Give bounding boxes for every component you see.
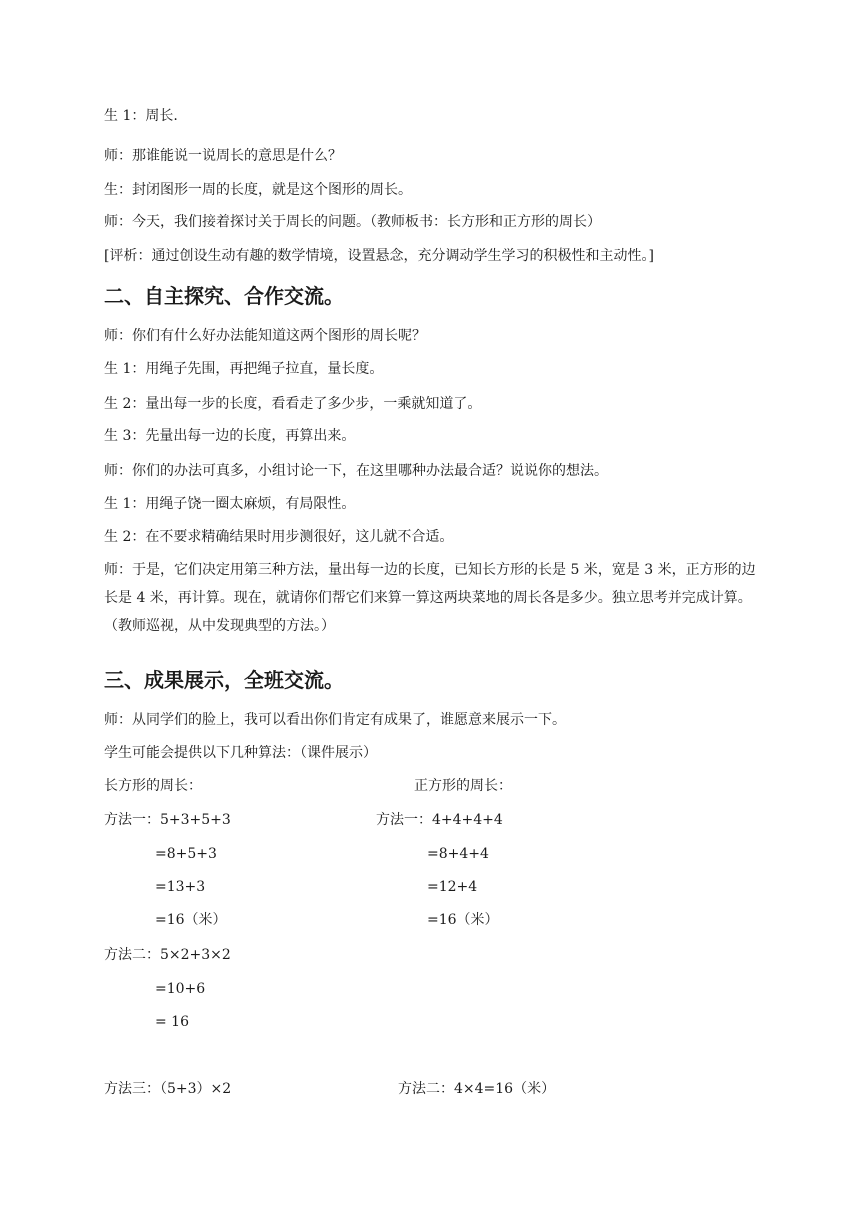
- square-method-1-step-1: =8+4+4: [427, 846, 489, 862]
- intro-line-3: 生：封闭图形一周的长度，就是这个图形的周长。: [104, 182, 412, 198]
- section-2-heading: 二、自主探究、合作交流。: [104, 284, 344, 308]
- section-2-line-1: 师：你们有什么好办法能知道这两个图形的周长呢？: [104, 328, 426, 344]
- rectangle-method-2-step-1: =10+6: [155, 981, 206, 997]
- square-method-1-step-2: =12+4: [427, 879, 478, 895]
- rectangle-method-1-step-3: =16（米）: [155, 912, 227, 928]
- section-2-line-3: 生 2：量出每一步的长度，看看走了多少步，一乘就知道了。: [104, 396, 482, 412]
- intro-line-1: 生 1：周长.: [104, 108, 178, 124]
- section-3-line-2: 学生可能会提供以下几种算法：（课件展示）: [104, 745, 377, 761]
- square-perimeter-title: 正方形的周长：: [414, 778, 512, 794]
- rectangle-method-2: 方法二：5×2+3×2: [104, 947, 231, 963]
- square-method-1-step-3: =16（米）: [427, 912, 499, 928]
- section-2-line-6: 生 1：用绳子饶一圈太麻烦，有局限性。: [104, 496, 356, 512]
- square-method-2: 方法二：4×4=16（米）: [398, 1081, 556, 1097]
- section-3-heading: 三、成果展示，全班交流。: [104, 668, 344, 692]
- intro-line-5: [评析：通过创设生动有趣的数学情境，设置悬念，充分调动学生学习的积极性和主动性。]: [104, 248, 654, 264]
- rectangle-method-1-step-2: =13+3: [155, 879, 206, 895]
- rectangle-method-3: 方法三：（5+3）×2: [104, 1081, 232, 1097]
- intro-line-2: 师：那谁能说一说周长的意思是什么？: [104, 148, 342, 164]
- rectangle-method-2-step-2: = 16: [155, 1014, 189, 1030]
- intro-line-4: 师：今天，我们接着探讨关于周长的问题。（教师板书：长方形和正方形的周长）: [104, 214, 601, 230]
- section-3-line-1: 师：从同学们的脸上，我可以看出你们肯定有成果了，谁愿意来展示一下。: [104, 712, 566, 728]
- section-2-line-5: 师：你们的办法可真多，小组讨论一下，在这里哪种办法最合适？说说你的想法。: [104, 463, 608, 479]
- rectangle-perimeter-title: 长方形的周长：: [104, 778, 202, 794]
- section-2-line-4: 生 3：先量出每一边的长度，再算出来。: [104, 428, 356, 444]
- section-2-line-7: 生 2：在不要求精确结果时用步测很好，这儿就不合适。: [104, 529, 454, 545]
- rectangle-method-1-step-1: =8+5+3: [155, 846, 217, 862]
- section-2-paragraph: 师：于是，它们决定用第三种方法，量出每一边的长度，已知长方形的长是 5 米，宽是 3 米，正方形的边长是 4 米，再计算。现在，就请你们帮它们来算一算这两块菜地的周长各是多少。独立思考并完成计算。（教师巡视，从中发现典型的方法。）: [104, 562, 756, 634]
- section-2-line-2: 生 1：用绳子先围，再把绳子拉直，量长度。: [104, 361, 384, 377]
- rectangle-method-1: 方法一：5+3+5+3: [104, 812, 231, 828]
- square-method-1: 方法一：4+4+4+4: [376, 812, 503, 828]
